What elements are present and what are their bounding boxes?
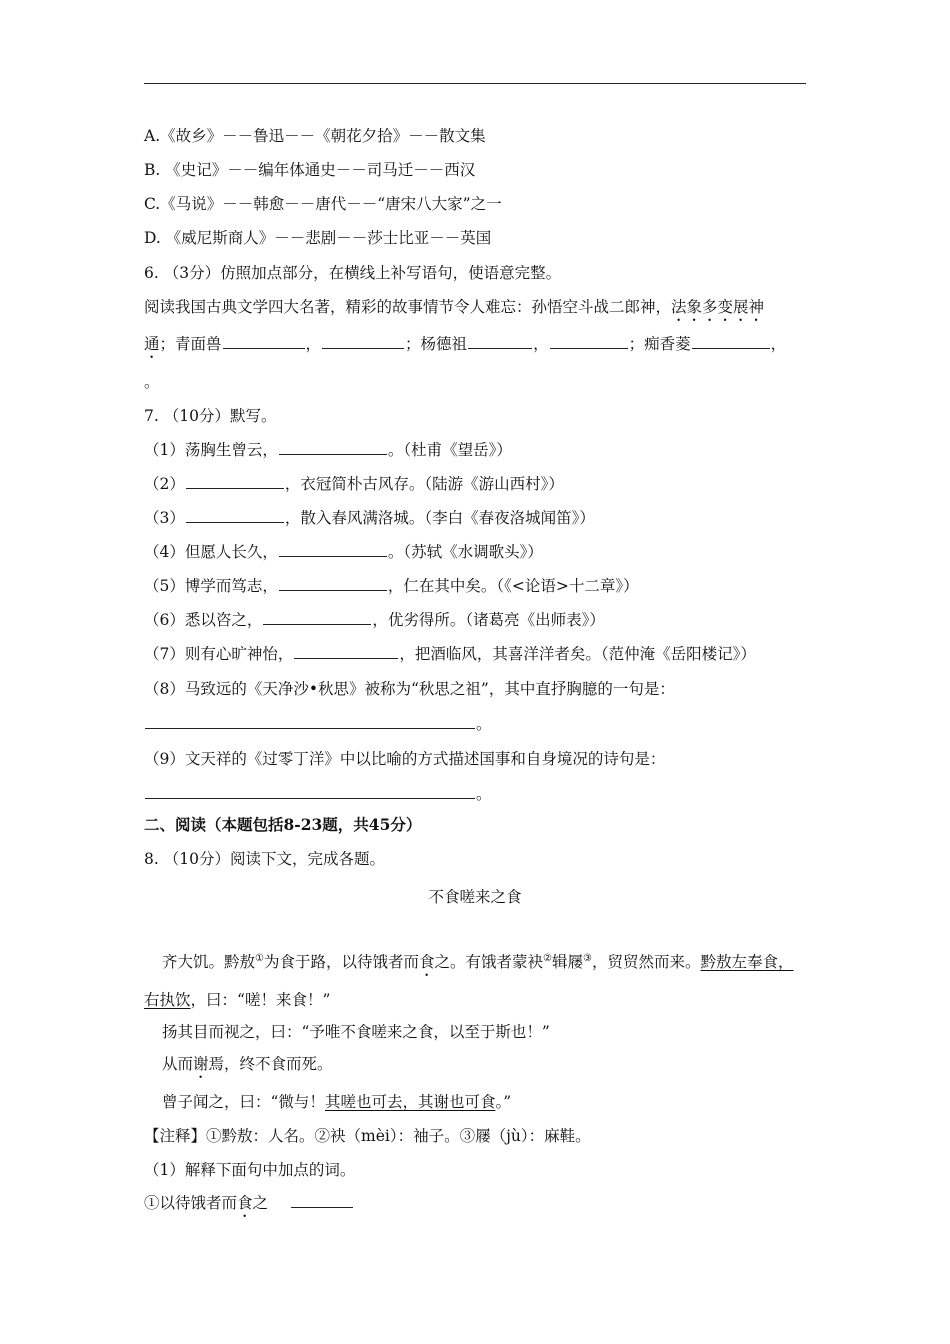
answer-blank[interactable]	[223, 334, 305, 349]
section-heading: 二、阅读（本题包括8-23题，共45分）	[144, 815, 422, 834]
passage-title: 不食嗟来之食	[428, 888, 522, 906]
answer-blank[interactable]	[291, 1193, 353, 1208]
passage-line3: 扬其目而视之，曰：“予唯不食嗟来之食，以至于斯也！”	[162, 1023, 550, 1041]
passage-line4: 从而谢焉，终不食而死。	[162, 1055, 333, 1073]
q8-heading: 8. （10分）阅读下文，完成各题。	[144, 850, 385, 868]
q7-item-8: （8）马致远的《天净沙•秋思》被称为“秋思之祖”，其中直抒胸臆的一句是：	[144, 680, 675, 698]
q7-item-5: （5）博学而笃志， ，仁在其中矣。（《<论语>十二章》）	[144, 577, 639, 595]
answer-blank[interactable]	[468, 334, 532, 349]
dotted-text: 法象多变展神	[671, 298, 765, 316]
q7-item-7: （7）则有心旷神怡， ，把酒临风，其喜洋洋者矣。（范仲淹《岳阳楼记》）	[144, 645, 756, 663]
q7-item-8-answer: 。	[144, 714, 492, 734]
q8-sub1-item1: ①以待饿者而食之	[144, 1193, 354, 1221]
answer-blank[interactable]	[550, 334, 628, 349]
passage-line2: 右执饮，曰：“嗟！来食！”	[144, 991, 331, 1009]
q7-heading: 7. （10分）默写。	[144, 407, 277, 425]
answer-blank[interactable]	[294, 644, 398, 659]
q7-item-3: （3） ，散入春风满洛城。（李白《春夜洛城闻笛》）	[144, 509, 595, 527]
answer-blank[interactable]	[186, 474, 284, 489]
answer-blank[interactable]	[145, 714, 475, 729]
answer-blank[interactable]	[279, 440, 387, 455]
header-rule	[144, 83, 806, 84]
option-c: C.《马说》－－韩愈－－唐代－－“唐宋八大家”之一	[144, 195, 502, 213]
q6-heading: 6. （3分）仿照加点部分，在横线上补写语句，使语意完整。	[144, 264, 562, 282]
q6-passage-line3: 。	[144, 373, 160, 391]
answer-blank[interactable]	[322, 334, 404, 349]
answer-blank[interactable]	[145, 784, 475, 799]
annotation-note: 【注释】①黔敖：人名。②袂（mèi）：袖子。③屦（jù）：麻鞋。	[144, 1127, 591, 1145]
passage-line1: 齐大饥。黔敖①为食于路，以待饿者而食之。有饿者蒙袂②辑屦③，贸贸然而来。黔敖左奉食，	[162, 953, 794, 972]
answer-blank[interactable]	[263, 610, 371, 625]
option-d: D. 《威尼斯商人》－－悲剧－－莎士比亚－－英国	[144, 229, 492, 247]
option-b: B. 《史记》－－编年体通史－－司马迁－－西汉	[144, 161, 476, 179]
q6-passage-line1: 阅读我国古典文学四大名著，精彩的故事情节令人难忘：孙悟空斗战二郎神，法象多变展神	[144, 298, 765, 316]
answer-blank[interactable]	[186, 508, 284, 523]
passage-line5: 曾子闻之，曰：“微与！其嗟也可去，其谢也可食。”	[162, 1093, 512, 1111]
q7-item-1: （1）荡胸生曾云， 。（杜甫《望岳》）	[144, 441, 512, 459]
answer-blank[interactable]	[692, 334, 770, 349]
answer-blank[interactable]	[279, 576, 387, 591]
q8-sub1-heading: （1）解释下面句中加点的词。	[144, 1161, 356, 1179]
q7-item-9-answer: 。	[144, 784, 492, 804]
answer-blank[interactable]	[279, 542, 387, 557]
q7-item-6: （6）悉以咨之， ，优劣得所。（诸葛亮《出师表》）	[144, 611, 605, 629]
q7-item-4: （4）但愿人长久， 。（苏轼《水调歌头》）	[144, 543, 543, 561]
q7-item-9: （9）文天祥的《过零丁洋》中以比喻的方式描述国事和自身境况的诗句是：	[144, 750, 666, 768]
q6-passage-line2: 通；青面兽 ， ；杨德祖 ， ；痴香菱 ，	[144, 335, 787, 353]
option-a: A.《故乡》－－鲁迅－－《朝花夕拾》－－散文集	[144, 127, 486, 145]
q7-item-2: （2） ，衣冠简朴古风存。（陆游《游山西村》）	[144, 475, 564, 493]
